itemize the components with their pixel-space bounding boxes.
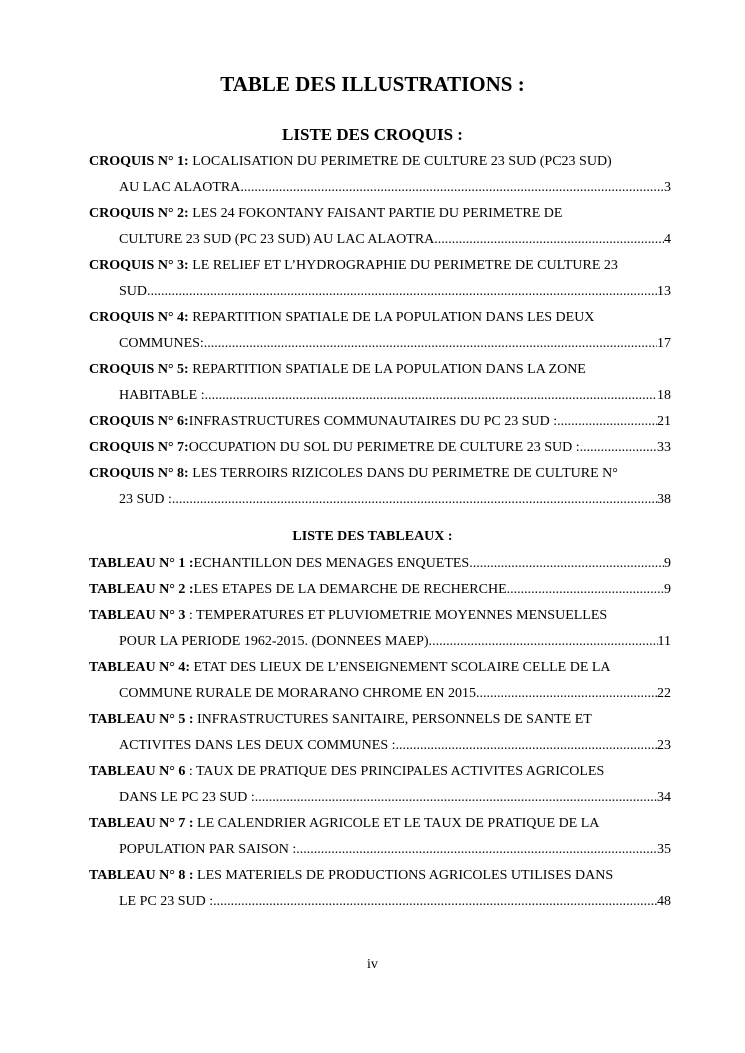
- toc-entry: [89, 811, 671, 863]
- entry-label: CROQUIS N° 1:: [89, 154, 189, 169]
- dot-leader: [296, 837, 657, 863]
- entry-page: 18: [657, 388, 671, 403]
- toc-entry: [89, 863, 671, 915]
- toc-entry: [89, 577, 671, 603]
- entry-text: COMMUNE RURALE DE MORARANO CHROME EN 2015: [119, 686, 477, 701]
- dot-leader: [507, 577, 664, 603]
- entry-text: DANS LE PC 23 SUD :: [119, 790, 255, 805]
- entry-page: 48: [657, 894, 671, 909]
- entry-page: 4: [664, 232, 671, 247]
- entry-label: TABLEAU N° 4:: [89, 660, 191, 675]
- entry-text: LE CALENDRIER AGRICOLE ET LE TAUX DE PRATIQUE DE LA: [197, 816, 600, 831]
- entry-text: LES ETAPES DE LA DEMARCHE DE RECHERCHE: [193, 582, 507, 597]
- entry-line: [89, 227, 671, 253]
- entry-line: [89, 551, 671, 577]
- entry-page: 11: [657, 634, 671, 649]
- entry-text: COMMUNES:: [119, 336, 204, 351]
- entry-label: TABLEAU N° 8 :: [89, 868, 194, 883]
- entry-text: POUR LA PERIODE 1962-2015. (DONNEES MAEP).: [119, 634, 433, 649]
- entry-line: [89, 331, 671, 357]
- dot-leader: [204, 331, 657, 357]
- entry-text: AU LAC ALAOTRA: [119, 180, 241, 195]
- entry-text: POPULATION PAR SAISON :: [119, 842, 297, 857]
- entry-page: 13: [657, 284, 671, 299]
- entry-page: 17: [657, 336, 671, 351]
- entry-line: [89, 279, 671, 305]
- entry-text: ECHANTILLON DES MENAGES ENQUETES: [193, 556, 470, 571]
- tableaux-list-heading: LISTE DES TABLEAUX :: [292, 529, 453, 544]
- toc-entry: [89, 253, 671, 305]
- dot-leader: [172, 487, 657, 513]
- entry-text: LES 24 FOKONTANY FAISANT PARTIE DU PERIMETRE DE: [192, 206, 563, 221]
- entry-label: CROQUIS N° 7:: [89, 440, 189, 455]
- dot-leader: [396, 733, 657, 759]
- entry-text: REPARTITION SPATIALE DE LA POPULATION DANS LA ZONE: [192, 362, 586, 377]
- entry-page: 3: [664, 180, 671, 195]
- dot-leader: [557, 409, 657, 435]
- entry-page: 22: [657, 686, 671, 701]
- entry-text: : TAUX DE PRATIQUE DES PRINCIPALES ACTIVITES AGRICOLES: [188, 764, 605, 779]
- entry-label: CROQUIS N° 4:: [89, 310, 189, 325]
- page-title: TABLE DES ILLUSTRATIONS :: [220, 72, 525, 96]
- entry-line: [89, 889, 671, 915]
- toc-entry: [89, 201, 671, 253]
- toc-entry: [89, 655, 671, 707]
- entry-line: [89, 863, 671, 889]
- entry-line: [89, 785, 671, 811]
- entry-line: [89, 707, 671, 733]
- entry-text: INFRASTRUCTURES SANITAIRE, PERSONNELS DE SANTE ET: [197, 712, 592, 727]
- entry-line: [89, 175, 671, 201]
- entry-text: 23 SUD :: [119, 492, 172, 507]
- entry-line: [89, 435, 671, 461]
- entry-text: : TEMPERATURES ET PLUVIOMETRIE MOYENNES MENSUELLES: [188, 608, 608, 623]
- entry-label: CROQUIS N° 3:: [89, 258, 189, 273]
- entry-text: LE PC 23 SUD :: [119, 894, 214, 909]
- entry-line: [89, 681, 671, 707]
- entry-label: TABLEAU N° 1 :: [89, 556, 194, 571]
- toc-entry: [89, 357, 671, 409]
- entry-label: CROQUIS N° 2:: [89, 206, 189, 221]
- entry-label: TABLEAU N° 6: [89, 764, 186, 779]
- dot-leader: [147, 279, 657, 305]
- entry-line: [89, 149, 671, 175]
- tableaux-list: [89, 551, 671, 915]
- entry-text: SUD: [119, 284, 148, 299]
- entry-text: LES MATERIELS DE PRODUCTIONS AGRICOLES UTILISES DANS: [197, 868, 614, 883]
- entry-label: CROQUIS N° 8:: [89, 466, 189, 481]
- entry-text: OCCUPATION DU SOL DU PERIMETRE DE CULTURE 23 SUD :: [188, 440, 580, 455]
- entry-page: 35: [657, 842, 671, 857]
- entry-line: [89, 759, 671, 785]
- entry-text: LES TERROIRS RIZICOLES DANS DU PERIMETRE DE CULTURE N°: [192, 466, 618, 481]
- dot-leader: [476, 681, 657, 707]
- entry-text: LOCALISATION DU PERIMETRE DE CULTURE 23 SUD (PC23 SUD): [192, 154, 612, 169]
- entry-label: TABLEAU N° 7 :: [89, 816, 194, 831]
- page-number: iv: [367, 957, 378, 972]
- toc-entry: [89, 551, 671, 577]
- dot-leader: [469, 551, 664, 577]
- entry-label: CROQUIS N° 5:: [89, 362, 189, 377]
- entry-line: [89, 629, 671, 655]
- dot-leader: [205, 383, 657, 409]
- entry-line: [89, 201, 671, 227]
- toc-entry: [89, 603, 671, 655]
- entry-line: [89, 383, 671, 409]
- entry-page: 9: [664, 556, 671, 571]
- entry-line: [89, 461, 671, 487]
- entry-line: [89, 487, 671, 513]
- entry-page: 38: [657, 492, 671, 507]
- entry-line: [89, 733, 671, 759]
- entry-line: [89, 603, 671, 629]
- dot-leader: [240, 175, 664, 201]
- entry-text: REPARTITION SPATIALE DE LA POPULATION DANS LES DEUX: [192, 310, 595, 325]
- entry-page: 33: [657, 440, 671, 455]
- entry-line: [89, 409, 671, 435]
- toc-entry: [89, 149, 671, 201]
- toc-entry: [89, 759, 671, 811]
- entry-line: [89, 577, 671, 603]
- entry-text: INFRASTRUCTURES COMMUNAUTAIRES DU PC 23 SUD :: [188, 414, 558, 429]
- entry-label: TABLEAU N° 5 :: [89, 712, 194, 727]
- entry-page: 21: [657, 414, 671, 429]
- dot-leader: [213, 889, 657, 915]
- toc-entry: [89, 409, 671, 435]
- entry-line: [89, 305, 671, 331]
- entry-label: TABLEAU N° 3: [89, 608, 186, 623]
- toc-entry: [89, 435, 671, 461]
- toc-entry: [89, 707, 671, 759]
- entry-page: 9: [664, 582, 671, 597]
- entry-text: CULTURE 23 SUD (PC 23 SUD) AU LAC ALAOTRA: [119, 232, 435, 247]
- entry-page: 34: [657, 790, 671, 805]
- dot-leader: [580, 435, 657, 461]
- croquis-list: [89, 149, 671, 513]
- entry-line: [89, 811, 671, 837]
- entry-line: [89, 357, 671, 383]
- entry-line: [89, 253, 671, 279]
- dot-leader: [432, 629, 657, 655]
- toc-entry: [89, 305, 671, 357]
- entry-line: [89, 837, 671, 863]
- entry-text: HABITABLE :: [119, 388, 205, 403]
- entry-text: LE RELIEF ET L’HYDROGRAPHIE DU PERIMETRE DE CULTURE 23: [192, 258, 618, 273]
- entry-page: 23: [657, 738, 671, 753]
- entry-text: ACTIVITES DANS LES DEUX COMMUNES :: [119, 738, 396, 753]
- entry-text: ETAT DES LIEUX DE L’ENSEIGNEMENT SCOLAIRE CELLE DE LA: [193, 660, 611, 675]
- croquis-list-heading: LISTE DES CROQUIS :: [282, 125, 463, 144]
- dot-leader: [434, 227, 664, 253]
- entry-label: TABLEAU N° 2 :: [89, 582, 194, 597]
- toc-entry: [89, 461, 671, 513]
- dot-leader: [255, 785, 657, 811]
- entry-line: [89, 655, 671, 681]
- entry-label: CROQUIS N° 6:: [89, 414, 189, 429]
